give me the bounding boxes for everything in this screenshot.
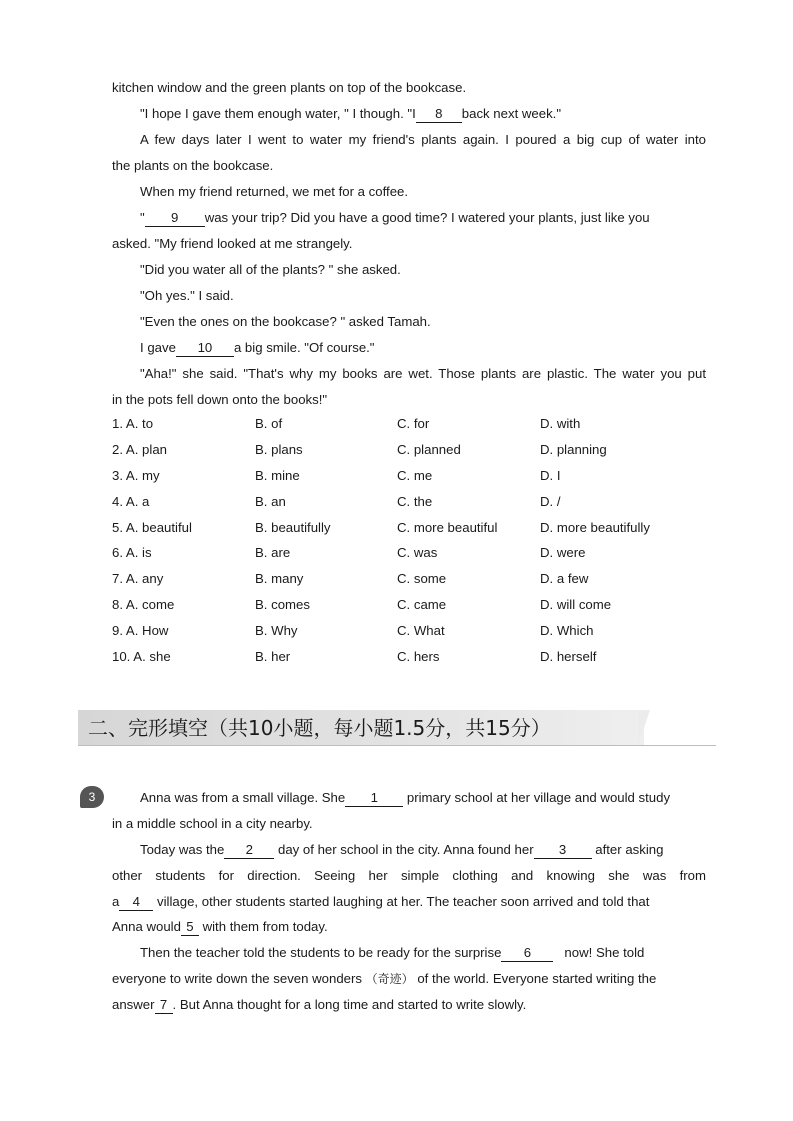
passage-line: in a middle school in a city nearby. bbox=[112, 815, 313, 831]
section-divider bbox=[78, 745, 716, 746]
option-row: 1. A. to B. of C. for D. with bbox=[112, 416, 581, 431]
passage-line: A few days later I went to water my friend's plants again. I poured a big cup of water into bbox=[140, 132, 706, 147]
passage-line: in the pots fell down onto the books!" bbox=[112, 392, 328, 407]
blank-10: 10 bbox=[176, 340, 234, 357]
option-row: 7. A. any B. many C. some D. a few bbox=[112, 571, 589, 587]
chinese-gloss: （奇迹） bbox=[365, 972, 414, 987]
blank-3: 3 bbox=[534, 842, 592, 859]
option-row: 2. A. plan B. plans C. planned D. planning bbox=[112, 441, 607, 457]
blank-6: 6 bbox=[501, 945, 553, 962]
blank-5: 5 bbox=[181, 919, 199, 936]
passage-line: I gave 10 a big smile. "Of course." bbox=[140, 340, 375, 355]
option-row: 5. A. beautiful B. beautifully C. more beautiful D. more beautifully bbox=[112, 519, 650, 535]
passage-line: the plants on the bookcase. bbox=[112, 158, 274, 173]
passage-line: "Oh yes." I said. bbox=[140, 288, 234, 303]
section-band-tip bbox=[638, 710, 650, 746]
option-row: 8. A. come B. comes C. came D. will come bbox=[112, 597, 612, 613]
option-row: 6. A. is B. are C. was D. were bbox=[112, 545, 586, 561]
section-title: 二、完形填空（共10小题，每小题1.5分，共15分） bbox=[88, 716, 551, 740]
passage-line: "Did you water all of the plants? " she asked. bbox=[140, 262, 401, 277]
blank-9: 9 bbox=[145, 210, 205, 227]
reading-passage-1 bbox=[112, 76, 706, 414]
option-row: 3. A. my B. mine C. me D. I bbox=[112, 467, 561, 483]
passage-line: When my friend returned, we met for a coffee. bbox=[140, 184, 409, 199]
passage-line: "I hope I gave them enough water, " I though. "I 8 back next week." bbox=[140, 106, 562, 121]
passage-line: Anna was from a small village. She 1 primary school at her village and would study bbox=[140, 790, 671, 805]
passage-line: a 4 village, other students started laughing at her. The teacher soon arrived and told that bbox=[112, 893, 650, 909]
blank-1: 1 bbox=[345, 790, 403, 807]
blank-2: 2 bbox=[224, 842, 274, 859]
passage-line: Today was the 2 day of her school in the city. Anna found her 3 after asking bbox=[140, 841, 664, 857]
passage-line: asked. "My friend looked at me strangely. bbox=[112, 236, 353, 251]
answer-options bbox=[112, 412, 732, 671]
passage-line: answer 7 . But Anna thought for a long time and started to write slowly. bbox=[112, 997, 527, 1013]
reading-passage-2 bbox=[112, 786, 706, 1019]
option-row: 4. A. a B. an C. the D. / bbox=[112, 493, 561, 509]
option-row: 10. A. she B. her C. hers D. herself bbox=[112, 649, 597, 665]
passage-line: kitchen window and the green plants on top of the bookcase. bbox=[112, 80, 467, 95]
passage-line: "Aha!" she said. "That's why my books are wet. Those plants are plastic. The water you put bbox=[140, 366, 706, 381]
blank-7: 7 bbox=[155, 997, 173, 1014]
blank-4: 4 bbox=[119, 894, 153, 911]
passage-line: Then the teacher told the students to be ready for the surprise 6 now! She told bbox=[140, 945, 645, 961]
passage-line: "Even the ones on the bookcase? " asked Tamah. bbox=[140, 314, 431, 329]
passage-line: Anna would 5 with them from today. bbox=[112, 919, 328, 935]
passage-line: everyone to write down the seven wonders （奇迹） of the world. Everyone started writing the bbox=[112, 971, 657, 987]
blank-8: 8 bbox=[416, 106, 462, 123]
question-number-badge: 3 bbox=[80, 786, 104, 808]
section-header bbox=[78, 707, 714, 747]
passage-line: other students for direction. Seeing her simple clothing and knowing she was from bbox=[112, 867, 706, 883]
passage-line: " 9 was your trip? Did you have a good time? I watered your plants, just like you bbox=[140, 210, 650, 225]
option-row: 9. A. How B. Why C. What D. Which bbox=[112, 623, 594, 639]
